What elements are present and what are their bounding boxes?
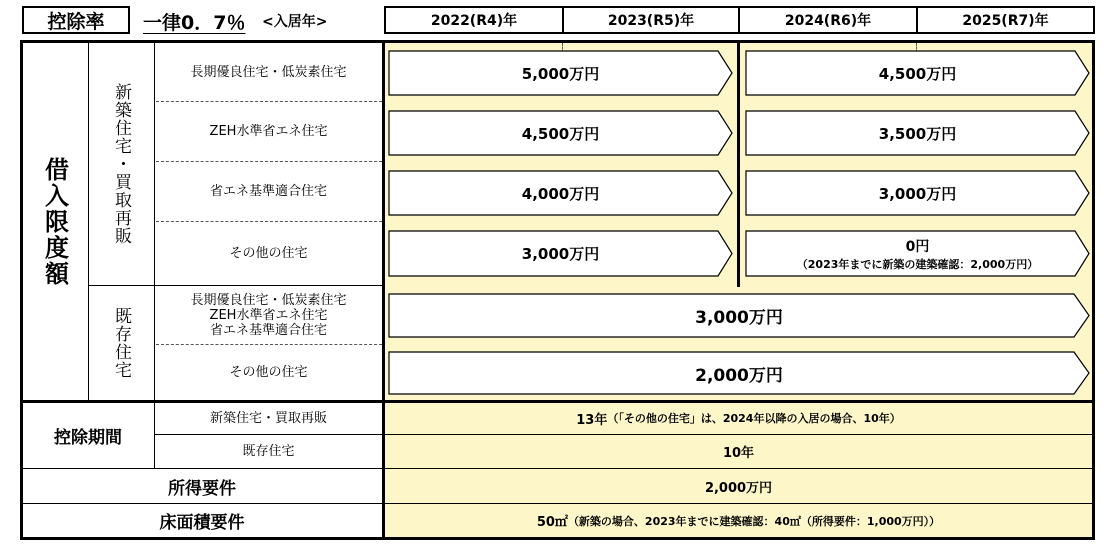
income-requirement-label: 所得要件 <box>168 478 236 499</box>
category-line: ZEH水準省エネ住宅 <box>209 307 328 323</box>
category-line: 長期優良住宅・低炭素住宅 <box>190 292 347 308</box>
limit-arrow-r6r7-row1 <box>745 50 1090 96</box>
limit-value: 0円 <box>905 238 930 255</box>
year-header-2024: 2024(R6)年 <box>738 6 918 34</box>
limit-arrow-r4r5-row2 <box>388 110 733 156</box>
category-energy-standard: 省エネ基準適合住宅 <box>209 184 327 199</box>
period-value-new <box>385 402 1092 434</box>
borrowing-limit-label-cell <box>22 43 88 400</box>
deduction-rate-value: 一律0．7％ <box>143 12 246 34</box>
deduction-period-label: 控除期間 <box>54 427 122 448</box>
limit-arrow-r6r7-row3 <box>745 170 1090 216</box>
limit-value: 2,000万円 <box>695 365 783 386</box>
category-existing-other: その他の住宅 <box>229 365 308 380</box>
period-value-note: （「その他の住宅」は、2024年以降の入居の場合、10年） <box>607 412 901 425</box>
entry-year-label: <入居年> <box>262 14 328 30</box>
income-requirement-value: 2,000万円 <box>704 480 773 496</box>
period-category-existing: 既存住宅 <box>242 444 295 459</box>
limit-arrow-r4r5-row1 <box>388 50 733 96</box>
limit-value: 4,500万円 <box>878 64 957 83</box>
limit-value: 5,000万円 <box>521 64 600 83</box>
limit-arrow-r6r7-row4 <box>745 230 1090 277</box>
limit-arrow-r4r5-row3 <box>388 170 733 216</box>
category-zeh: ZEH水準省エネ住宅 <box>209 124 328 139</box>
category-existing-efficient <box>155 286 382 344</box>
new-housing-label-cell <box>89 43 154 285</box>
year-header-2023: 2023(R5)年 <box>562 6 740 34</box>
category-line: 省エネ基準適合住宅 <box>209 322 327 338</box>
floor-area-value-note: （新築の場合、2023年までに建築確認：40㎡（所得要件：1,000万円）） <box>567 514 941 528</box>
limit-value: 4,000万円 <box>521 184 600 203</box>
category-long-term-excellent: 長期優良住宅・低炭素住宅 <box>190 64 347 80</box>
new-housing-label: 新築住宅・買取再販 <box>111 83 131 245</box>
limit-value: 3,000万円 <box>695 308 783 328</box>
limit-arrow-r6r7-row2 <box>745 110 1090 156</box>
category-other: その他の住宅 <box>229 246 308 261</box>
period-value-main: 13年 <box>576 412 608 428</box>
limit-arrow-r4r5-row4 <box>388 230 733 277</box>
year-header-2025: 2025(R7)年 <box>916 6 1095 34</box>
limit-value: 3,500万円 <box>878 124 957 143</box>
period-category-new: 新築住宅・買取再販 <box>209 410 327 426</box>
period-value-existing: 10年 <box>722 446 755 461</box>
limit-value: 3,000万円 <box>878 184 957 203</box>
floor-area-requirement-label: 床面積要件 <box>159 513 245 533</box>
limit-value: 3,000万円 <box>521 245 600 263</box>
borrowing-limit-label: 借入限度額 <box>40 156 69 287</box>
limit-arrow-existing-row2 <box>388 351 1090 395</box>
existing-housing-label-cell <box>89 286 154 400</box>
deduction-rate-label: 控除率 <box>22 6 130 34</box>
year-header-2022: 2022(R4)年 <box>384 6 564 34</box>
limit-value: 4,500万円 <box>521 124 600 143</box>
grid-line <box>737 43 740 287</box>
floor-area-requirement-value <box>385 504 1092 537</box>
limit-value-note: （2023年までに新築の建築確認：2,000万円） <box>796 257 1039 271</box>
limit-arrow-existing-row1 <box>388 293 1090 338</box>
floor-area-value-main: 50㎡ <box>536 515 568 530</box>
existing-housing-label: 既存住宅 <box>111 307 131 379</box>
